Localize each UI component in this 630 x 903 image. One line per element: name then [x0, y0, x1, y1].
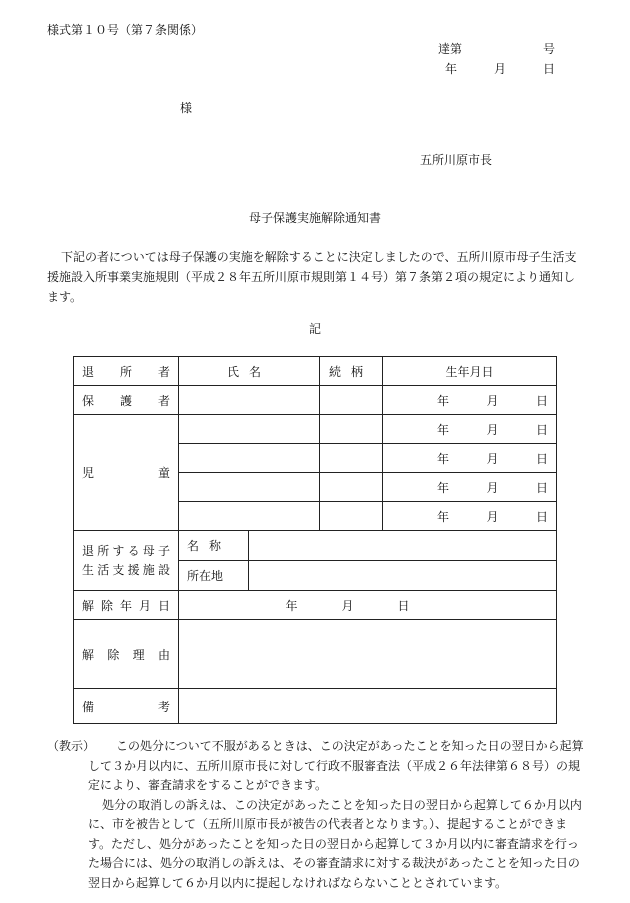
guardian-relation-cell[interactable]	[320, 386, 383, 415]
header-name: 氏名	[179, 357, 320, 386]
ki-marker: 記	[308, 322, 321, 336]
child-name-cell[interactable]	[179, 415, 320, 444]
instruction-notes	[47, 737, 587, 893]
reason-cell[interactable]	[179, 620, 557, 689]
facility-name-row	[74, 531, 557, 561]
label-facility-line-2: 生活支援施設	[82, 562, 170, 577]
date-year: 年	[437, 480, 450, 495]
issue-date-month: 月	[494, 62, 507, 76]
date-day: 日	[535, 509, 548, 524]
date-month: 月	[486, 480, 499, 495]
child-name-cell[interactable]	[179, 444, 320, 473]
notes-paragraph-2: 処分の取消しの訴えは、この決定があったことを知った日の翌日から起算して６か月以内に、市を被告として（五所川原市長が被告の代表者となります。）、提起することができます。ただし、処分があったことを知った日の翌日から起算して３か月以内に審査請求を行った場合には、処分の取消しの訴えは、その審査請求に対する裁決があったことを知った日の翌日から起算して６か月以内に提起しなければならないこととされています。	[88, 797, 582, 890]
issuer-name: 五所川原市長	[420, 153, 493, 167]
date-month: 月	[486, 509, 499, 524]
document-title: 母子保護実施解除通知書	[248, 211, 381, 225]
document-number-label: 達第	[438, 42, 463, 56]
label-child: 児童	[74, 415, 179, 531]
addressee-suffix: 様	[180, 101, 193, 115]
date-year: 年	[437, 393, 450, 408]
guardian-birthdate-cell[interactable]	[383, 386, 557, 415]
child-birthdate-cell[interactable]	[383, 415, 557, 444]
date-day: 日	[397, 598, 410, 613]
header-birthdate: 生年月日	[383, 357, 557, 386]
table-header-row	[74, 357, 557, 386]
child-name-cell[interactable]	[179, 502, 320, 531]
date-day: 日	[535, 480, 548, 495]
child-birthdate-cell[interactable]	[383, 502, 557, 531]
form-number: 様式第１０号（第７条関係）	[47, 23, 204, 37]
remarks-row	[74, 689, 557, 724]
guardian-row	[74, 386, 557, 415]
label-facility-name: 名称	[179, 531, 249, 561]
child-relation-cell[interactable]	[320, 415, 383, 444]
facility-address-cell[interactable]	[249, 561, 557, 591]
date-month: 月	[486, 422, 499, 437]
date-month: 月	[341, 598, 354, 613]
guardian-name-cell[interactable]	[179, 386, 320, 415]
release-date-row	[74, 591, 557, 620]
date-month: 月	[486, 451, 499, 466]
label-facility-line-1: 退所する母子	[82, 543, 170, 558]
facility-name-cell[interactable]	[249, 531, 557, 561]
reason-row	[74, 620, 557, 689]
label-reason: 解除理由	[74, 620, 179, 689]
date-day: 日	[535, 451, 548, 466]
label-exit-person: 退所者	[74, 357, 179, 386]
child-name-cell[interactable]	[179, 473, 320, 502]
notice-table	[73, 356, 557, 724]
remarks-cell[interactable]	[179, 689, 557, 724]
body-text: 下記の者については母子保護の実施を解除することに決定しましたので、五所川原市母子生活支援施設入所事業実施規則（平成２８年五所川原市規則第１４号）第７条第２項の規定により通知します。	[47, 250, 577, 304]
label-guardian: 保護者	[74, 386, 179, 415]
label-facility-address: 所在地	[179, 561, 249, 591]
child-relation-cell[interactable]	[320, 444, 383, 473]
label-release-date: 解除年月日	[74, 591, 179, 620]
date-year: 年	[437, 422, 450, 437]
date-day: 日	[535, 422, 548, 437]
issue-date-year: 年	[445, 62, 458, 76]
label-facility	[74, 531, 179, 591]
label-remarks: 備考	[74, 689, 179, 724]
header-relation: 続柄	[320, 357, 383, 386]
child-birthdate-cell[interactable]	[383, 444, 557, 473]
child-relation-cell[interactable]	[320, 473, 383, 502]
date-year: 年	[437, 451, 450, 466]
date-month: 月	[486, 393, 499, 408]
document-number-suffix: 号	[543, 42, 556, 56]
date-year: 年	[437, 509, 450, 524]
notes-lead: （教示）	[47, 739, 96, 753]
date-day: 日	[535, 393, 548, 408]
notes-paragraph-1: この処分について不服があるときは、この決定があったことを知った日の翌日から起算して３か月以内に、五所川原市長に対して行政不服審査法（平成２６年法律第６８号）の規定により、審査請求をすることができます。	[88, 739, 584, 792]
child-birthdate-cell[interactable]	[383, 473, 557, 502]
child-row	[74, 415, 557, 444]
date-year: 年	[285, 598, 298, 613]
issue-date-day: 日	[543, 62, 556, 76]
child-relation-cell[interactable]	[320, 502, 383, 531]
release-date-cell[interactable]	[179, 591, 557, 620]
